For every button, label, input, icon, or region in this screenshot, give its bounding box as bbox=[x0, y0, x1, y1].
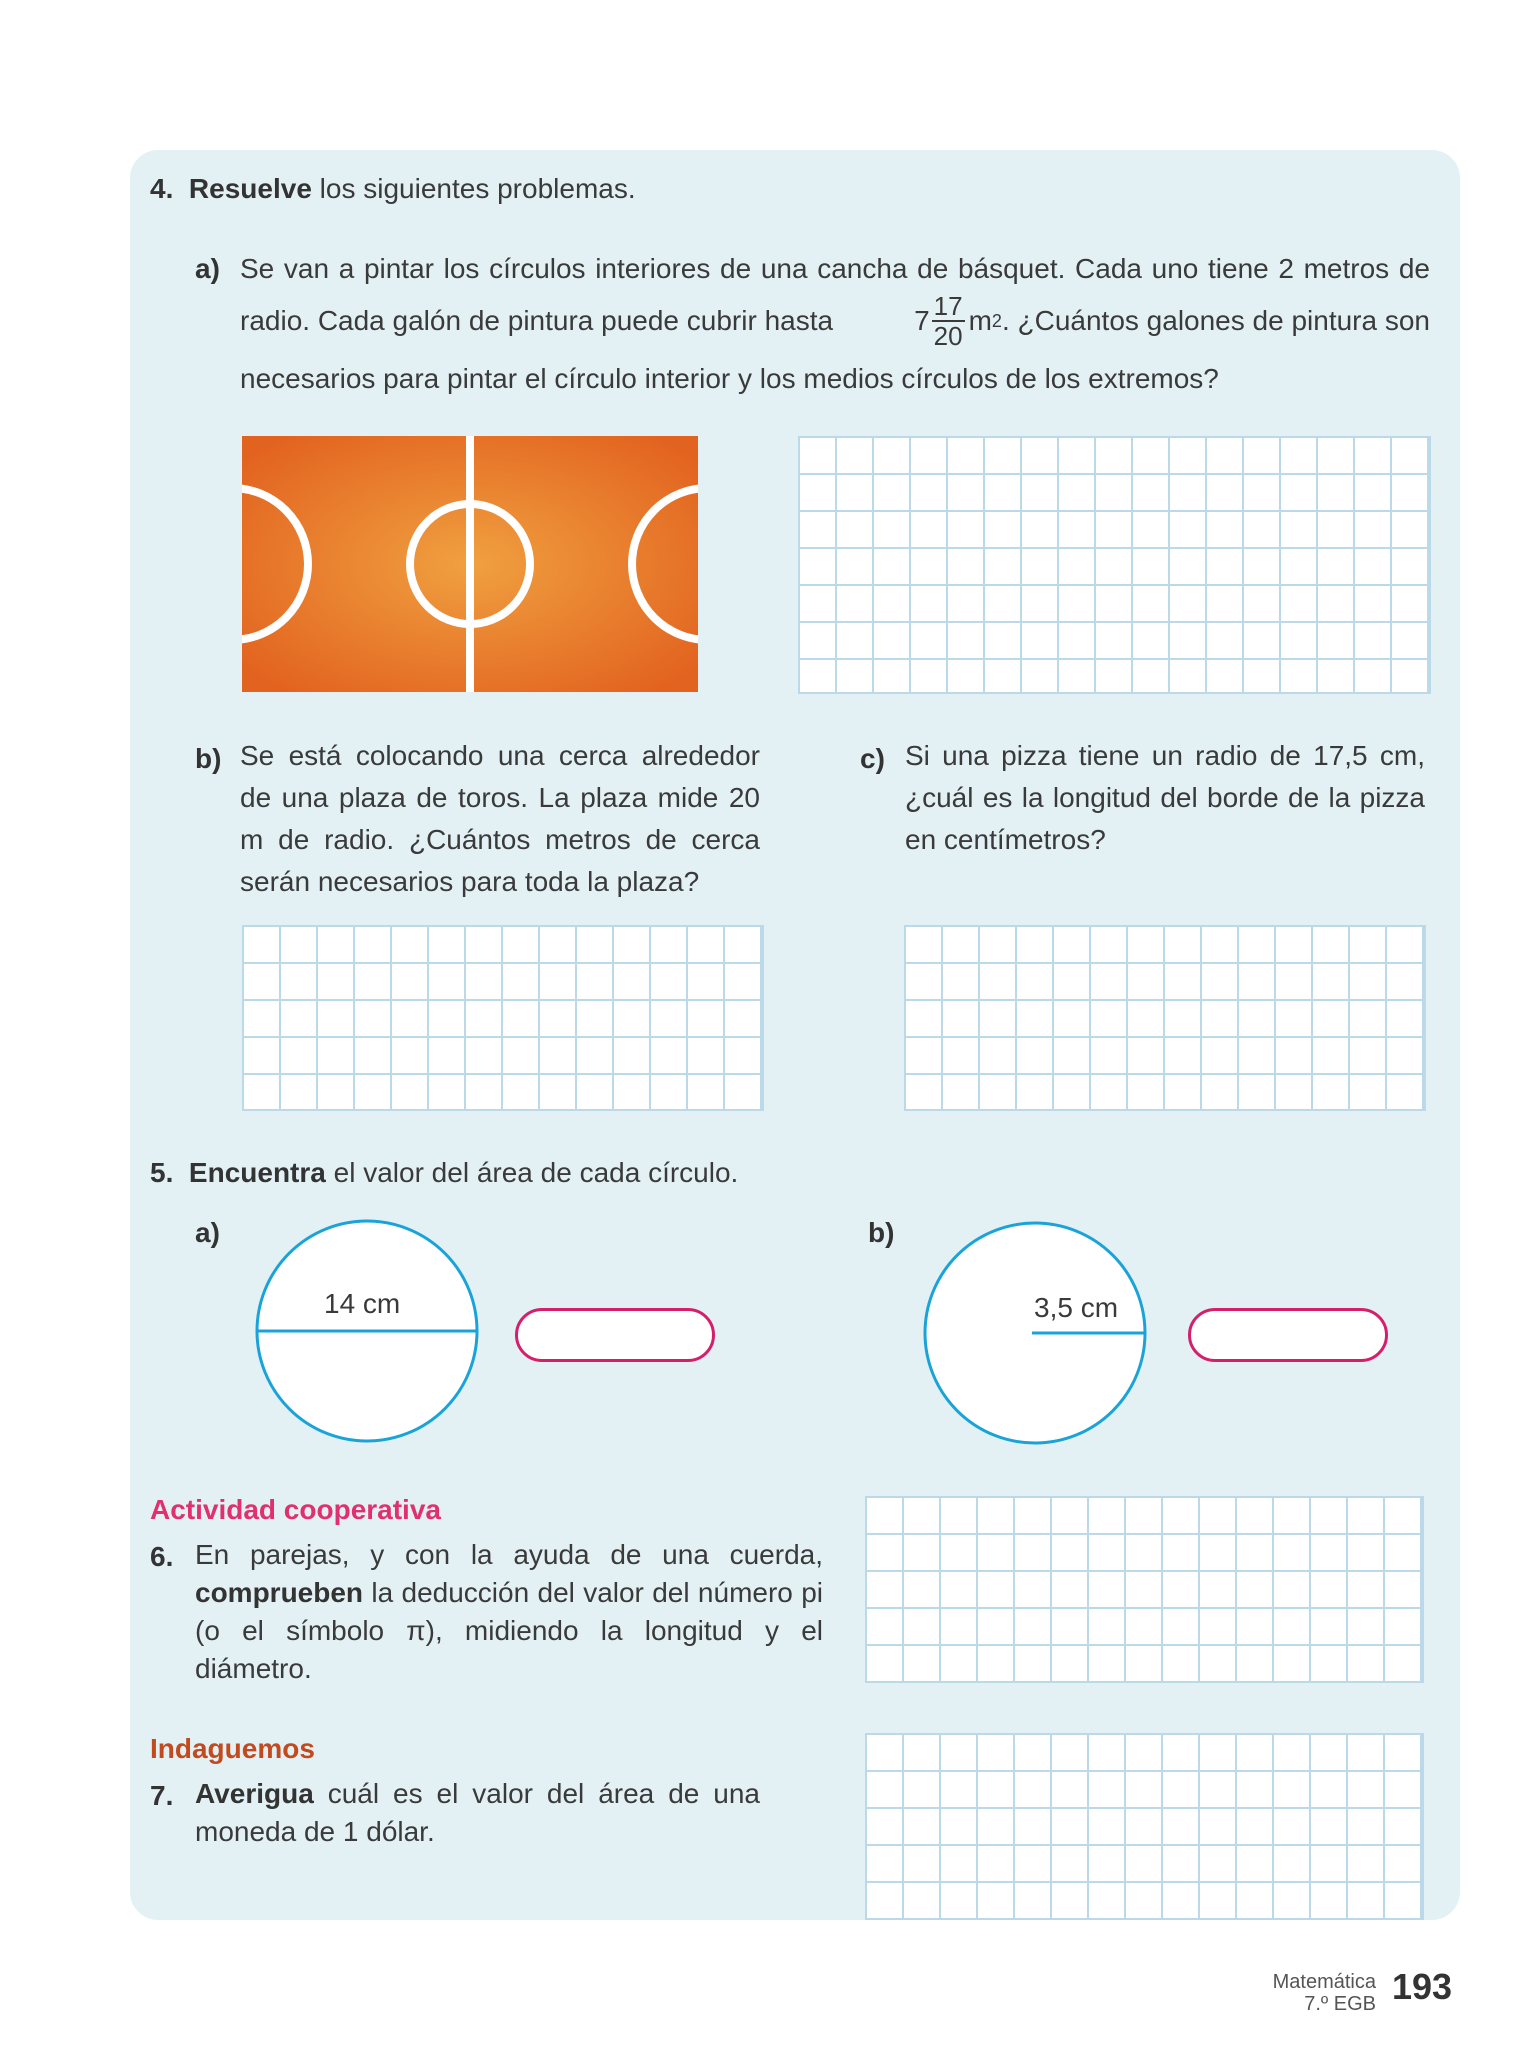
answer-box-5a[interactable] bbox=[515, 1308, 715, 1362]
exercise-6-text-start: En parejas, y con la ayuda de una cuerda, bbox=[195, 1539, 823, 1570]
problem-4b-text: Se está colocando una cerca alrededor de una plaza de toros. La plaza mide 20 m de radio. ¿Cuántos metros de cerca serán necesarios para toda la plaza? bbox=[240, 740, 760, 897]
fraction-denominator: 20 bbox=[933, 321, 963, 351]
fraction bbox=[932, 292, 965, 350]
problem-4a-line1: Se van a pintar los círculos interiores de una cancha de básquet. Cada uno tiene 2 metros de bbox=[240, 253, 1430, 284]
item-label-4c: c) bbox=[860, 743, 885, 774]
basketball-court-image bbox=[242, 436, 698, 692]
item-label-4a: a) bbox=[195, 253, 220, 284]
problem-4a-line2 bbox=[240, 291, 1430, 351]
exercise-4-heading bbox=[150, 168, 636, 210]
section-heading-research: Indaguemos bbox=[150, 1733, 315, 1764]
work-grid-6[interactable] bbox=[865, 1496, 1424, 1683]
work-grid-4c[interactable] bbox=[904, 925, 1426, 1111]
footer-subject: Matemática bbox=[1272, 1971, 1376, 1993]
exercise-7-text bbox=[195, 1775, 760, 1851]
page-number: 193 bbox=[1392, 1966, 1453, 2007]
work-grid-4b[interactable] bbox=[242, 925, 764, 1111]
instruction-verb: comprueben bbox=[195, 1577, 364, 1608]
problem-4a-line2-start: radio. Cada galón de pintura puede cubrir hasta bbox=[240, 305, 834, 336]
unit-exponent: 2 bbox=[991, 311, 1002, 331]
exercise-7-text-rest: cuál es el valor del área de una moneda de 1 dólar. bbox=[195, 1778, 760, 1847]
diameter-label-5a: 14 cm bbox=[324, 1288, 401, 1319]
item-label-4b: b) bbox=[195, 743, 222, 774]
radius-label-5b: 3,5 cm bbox=[1034, 1292, 1119, 1323]
circle-diagram-5b bbox=[922, 1220, 1148, 1446]
problem-4a-line3: necesarios para pintar el círculo interior y los medios círculos de los extremos? bbox=[240, 363, 1219, 394]
section-heading-cooperative: Actividad cooperativa bbox=[150, 1494, 441, 1525]
instruction-text: el valor del área de cada círculo. bbox=[325, 1157, 739, 1188]
exercise-number-7: 7. bbox=[150, 1780, 174, 1811]
footer-grade: 7.º EGB bbox=[1304, 1993, 1376, 2015]
instruction-verb: Encuentra bbox=[188, 1157, 326, 1188]
instruction-text: los siguientes problemas. bbox=[311, 173, 636, 204]
exercise-number: 5. bbox=[150, 1157, 174, 1188]
answer-box-5b[interactable] bbox=[1188, 1308, 1388, 1362]
exercise-number-6: 6. bbox=[150, 1541, 174, 1572]
instruction-verb: Resuelve bbox=[188, 173, 312, 204]
circle-diagram-5a bbox=[254, 1218, 480, 1444]
exercise-6-text bbox=[195, 1536, 823, 1688]
item-label-5b: b) bbox=[868, 1217, 895, 1248]
mixed-whole: 7 bbox=[914, 305, 930, 336]
item-label-5a: a) bbox=[195, 1217, 220, 1248]
problem-4c-text: Si una pizza tiene un radio de 17,5 cm, ¿cuál es la longitud del borde de la pizza en centímetros? bbox=[905, 740, 1425, 855]
work-grid-4a[interactable] bbox=[798, 436, 1431, 694]
fraction-numerator: 17 bbox=[933, 291, 963, 321]
exercise-6-text-end: la deducción del valor del número pi (o el símbolo π), midiendo la longitud y el diámetro. bbox=[195, 1577, 823, 1684]
instruction-verb: Averigua bbox=[195, 1778, 314, 1809]
mixed-number bbox=[914, 292, 1430, 350]
unit: m bbox=[968, 305, 992, 336]
exercise-5-heading bbox=[150, 1152, 738, 1194]
exercise-number: 4. bbox=[150, 173, 174, 204]
problem-4a-line2-end: . ¿Cuántos galones de pintura son bbox=[1001, 305, 1430, 336]
work-grid-7[interactable] bbox=[865, 1733, 1424, 1920]
